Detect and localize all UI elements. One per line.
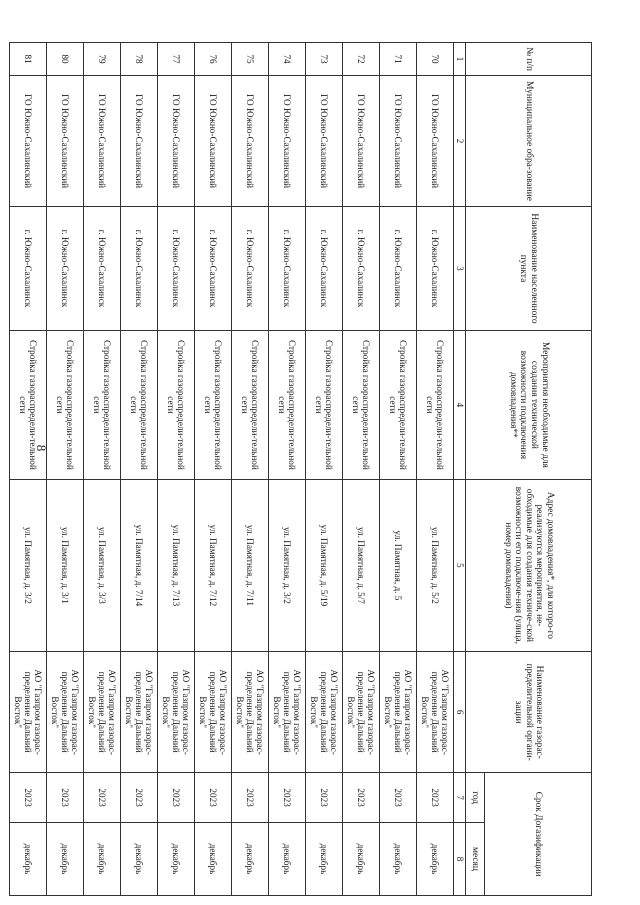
activity-cell: Стройка газораспредели-тельной сети [343, 330, 380, 479]
month-cell: декабрь [158, 822, 195, 895]
settlement-cell: г. Южно-Сахалинск [121, 206, 158, 330]
year-cell: 2023 [417, 773, 454, 823]
year-cell: 2023 [232, 773, 269, 823]
organization-cell: АО "Газпром газорас-пределение Дальний Восток" [84, 652, 121, 773]
address-cell: ул. Памятная, д. 5/2 [417, 479, 454, 651]
header-num: № п/п [466, 43, 592, 76]
month-cell: декабрь [306, 822, 343, 895]
row-number: 73 [306, 43, 343, 76]
header-deadline: Срок Догазификации [485, 773, 592, 896]
organization-cell: АО "Газпром газорас-пределение Дальний Восток" [417, 652, 454, 773]
column-index: 8 [454, 822, 466, 895]
table-row [232, 43, 269, 896]
row-number: 74 [269, 43, 306, 76]
month-cell: декабрь [232, 822, 269, 895]
municipality-cell: ГО Южно-Сахалинский [380, 76, 417, 207]
column-index: 7 [454, 773, 466, 823]
address-cell: ул. Памятная, д. 3/2 [10, 479, 47, 651]
column-index: 5 [454, 479, 466, 651]
month-cell: декабрь [380, 822, 417, 895]
organization-cell: АО "Газпром газорас-пределение Дальний Восток" [158, 652, 195, 773]
table-row [10, 43, 47, 896]
address-cell: ул. Памятная, д. 5/7 [343, 479, 380, 651]
address-cell: ул. Памятная, д. 5/19 [306, 479, 343, 651]
row-number: 70 [417, 43, 454, 76]
header-organization: Наименование газорас-пределительной органи-зации [466, 652, 592, 773]
settlement-cell: г. Южно-Сахалинск [47, 206, 84, 330]
table-row [417, 43, 454, 896]
header-activity: Мероприятия необходимые для создания технической возможности подключения домовладения** [466, 330, 592, 479]
row-number: 71 [380, 43, 417, 76]
settlement-cell: г. Южно-Сахалинск [417, 206, 454, 330]
row-number: 75 [232, 43, 269, 76]
column-index-row [454, 43, 466, 896]
municipality-cell: ГО Южно-Сахалинский [84, 76, 121, 207]
month-cell: декабрь [195, 822, 232, 895]
row-number: 80 [47, 43, 84, 76]
month-cell: декабрь [269, 822, 306, 895]
municipality-cell: ГО Южно-Сахалинский [10, 76, 47, 207]
year-cell: 2023 [10, 773, 47, 823]
settlement-cell: г. Южно-Сахалинск [158, 206, 195, 330]
settlement-cell: г. Южно-Сахалинск [269, 206, 306, 330]
year-cell: 2023 [343, 773, 380, 823]
organization-cell: АО "Газпром газорас-пределение Дальний Восток" [380, 652, 417, 773]
settlement-cell: г. Южно-Сахалинск [343, 206, 380, 330]
month-cell: декабрь [10, 822, 47, 895]
table-row [343, 43, 380, 896]
year-cell: 2023 [306, 773, 343, 823]
column-index: 4 [454, 330, 466, 479]
row-number: 79 [84, 43, 121, 76]
gasification-table [9, 42, 592, 896]
address-cell: ул. Памятная, д. 7/12 [195, 479, 232, 651]
month-cell: декабрь [343, 822, 380, 895]
organization-cell: АО "Газпром газорас-пределение Дальний Восток" [10, 652, 47, 773]
address-cell: ул. Памятная, д. 7/13 [158, 479, 195, 651]
municipality-cell: ГО Южно-Сахалинский [195, 76, 232, 207]
header-month: месяц [466, 822, 485, 895]
column-index: 1 [454, 43, 466, 76]
organization-cell: АО "Газпром газорас-пределение Дальний Восток" [47, 652, 84, 773]
activity-cell: Стройка газораспредели-тельной сети [195, 330, 232, 479]
page-number: 8 [34, 444, 49, 452]
row-number: 72 [343, 43, 380, 76]
municipality-cell: ГО Южно-Сахалинский [47, 76, 84, 207]
settlement-cell: г. Южно-Сахалинск [306, 206, 343, 330]
settlement-cell: г. Южно-Сахалинск [232, 206, 269, 330]
activity-cell: Стройка газораспредели-тельной сети [10, 330, 47, 479]
municipality-cell: ГО Южно-Сахалинский [232, 76, 269, 207]
address-cell: ул. Памятная, д. 3/1 [47, 479, 84, 651]
row-number: 76 [195, 43, 232, 76]
row-number: 81 [10, 43, 47, 76]
column-index: 3 [454, 206, 466, 330]
header-settlement: Наименование населенного пункта [466, 206, 592, 330]
year-cell: 2023 [269, 773, 306, 823]
municipality-cell: ГО Южно-Сахалинский [269, 76, 306, 207]
address-cell: ул. Памятная, д. 7/14 [121, 479, 158, 651]
column-index: 2 [454, 76, 466, 207]
organization-cell: АО "Газпром газорас-пределение Дальний Восток" [343, 652, 380, 773]
year-cell: 2023 [158, 773, 195, 823]
municipality-cell: ГО Южно-Сахалинский [121, 76, 158, 207]
table-row [195, 43, 232, 896]
activity-cell: Стройка газораспредели-тельной сети [121, 330, 158, 479]
address-cell: ул. Памятная, д. 3/2 [269, 479, 306, 651]
year-cell: 2023 [380, 773, 417, 823]
row-number: 77 [158, 43, 195, 76]
year-cell: 2023 [47, 773, 84, 823]
activity-cell: Стройка газораспредели-тельной сети [232, 330, 269, 479]
month-cell: декабрь [47, 822, 84, 895]
organization-cell: АО "Газпром газорас-пределение Дальний Восток" [195, 652, 232, 773]
table-row [47, 43, 84, 896]
table-row [269, 43, 306, 896]
organization-cell: АО "Газпром газорас-пределение Дальний Восток" [121, 652, 158, 773]
activity-cell: Стройка газораспредели-тельной сети [47, 330, 84, 479]
municipality-cell: ГО Южно-Сахалинский [306, 76, 343, 207]
year-cell: 2023 [121, 773, 158, 823]
table-row [121, 43, 158, 896]
settlement-cell: г. Южно-Сахалинск [380, 206, 417, 330]
year-cell: 2023 [84, 773, 121, 823]
settlement-cell: г. Южно-Сахалинск [195, 206, 232, 330]
address-cell: ул. Памятная, д. 3/3 [84, 479, 121, 651]
table-row [380, 43, 417, 896]
municipality-cell: ГО Южно-Сахалинский [158, 76, 195, 207]
address-cell: ул. Памятная, д. 7/11 [232, 479, 269, 651]
activity-cell: Стройка газораспредели-тельной сети [380, 330, 417, 479]
municipality-cell: ГО Южно-Сахалинский [343, 76, 380, 207]
header-address: Адрес домовладения*, для которо-го реализуются мероприятия, не-обходимые для создания техниче-ской возможности его подключе-ния (улица, номер домовладения) [466, 479, 592, 651]
organization-cell: АО "Газпром газорас-пределение Дальний Восток" [306, 652, 343, 773]
table-row [158, 43, 195, 896]
settlement-cell: г. Южно-Сахалинск [10, 206, 47, 330]
activity-cell: Стройка газораспредели-тельной сети [417, 330, 454, 479]
activity-cell: Стройка газораспредели-тельной сети [84, 330, 121, 479]
table-row [306, 43, 343, 896]
municipality-cell: ГО Южно-Сахалинский [417, 76, 454, 207]
activity-cell: Стройка газораспредели-тельной сети [269, 330, 306, 479]
rotated-table-container [12, 42, 592, 896]
year-cell: 2023 [195, 773, 232, 823]
month-cell: декабрь [84, 822, 121, 895]
header-municipality: Муниципальное обра-зование [466, 76, 592, 207]
activity-cell: Стройка газораспредели-тельной сети [306, 330, 343, 479]
table-body [10, 43, 454, 896]
header-year: год [466, 773, 485, 823]
address-cell: ул. Памятная, д. 5 [380, 479, 417, 651]
settlement-cell: г. Южно-Сахалинск [84, 206, 121, 330]
activity-cell: Стройка газораспредели-тельной сети [158, 330, 195, 479]
month-cell: декабрь [417, 822, 454, 895]
table-row [84, 43, 121, 896]
month-cell: декабрь [121, 822, 158, 895]
column-index: 6 [454, 652, 466, 773]
organization-cell: АО "Газпром газорас-пределение Дальний Восток" [232, 652, 269, 773]
organization-cell: АО "Газпром газорас-пределение Дальний Восток" [269, 652, 306, 773]
row-number: 78 [121, 43, 158, 76]
